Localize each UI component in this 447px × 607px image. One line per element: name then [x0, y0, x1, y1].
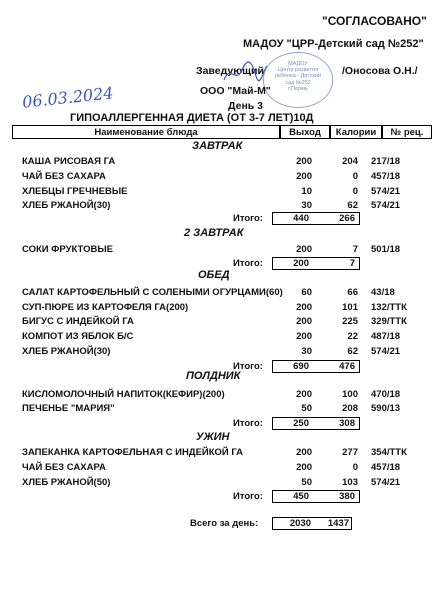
- dish-recipe: 487/18: [371, 331, 401, 342]
- dish-calories: 277: [342, 447, 358, 458]
- dish-name: ХЛЕБЦЫ ГРЕЧНЕВЫЕ: [22, 186, 128, 197]
- dish-recipe: 132/ТТК: [371, 302, 407, 313]
- dish-output: 30: [301, 200, 312, 211]
- dish-calories: 101: [342, 302, 358, 313]
- meal-total-label: Итого:: [233, 213, 263, 224]
- meal-title: ОБЕД: [198, 269, 230, 281]
- stamp-line: г.Пермь: [288, 85, 308, 92]
- dish-calories: 103: [342, 477, 358, 488]
- dish-output: 30: [301, 346, 312, 357]
- column-header-name: Наименование блюда: [12, 125, 280, 139]
- meal-title: 2 ЗАВТРАК: [184, 227, 244, 239]
- meal-total-box: [272, 212, 360, 225]
- stamp-line: Центр развития: [277, 67, 319, 74]
- dish-recipe: 457/18: [371, 171, 401, 182]
- dish-output: 200: [296, 316, 312, 327]
- grand-total-calories: 1437: [327, 518, 349, 529]
- meal-total-calories: 308: [339, 418, 355, 429]
- dish-recipe: 501/18: [371, 244, 401, 255]
- meal-total-calories: 7: [349, 258, 355, 269]
- head-role-label: Заведующий: [196, 65, 264, 77]
- dish-name: ХЛЕБ РЖАНОЙ(50): [22, 477, 111, 488]
- dish-recipe: 329/ТТК: [371, 316, 407, 327]
- dish-recipe: 574/21: [371, 346, 401, 357]
- signature-icon: [222, 58, 268, 88]
- dish-output: 200: [296, 462, 312, 473]
- organization-name: МАДОУ "ЦРР-Детский сад №252": [243, 38, 424, 50]
- dish-output: 200: [296, 171, 312, 182]
- dish-calories: 22: [347, 331, 358, 342]
- meal-total-label: Итого:: [233, 418, 263, 429]
- dish-name: СОКИ ФРУКТОВЫЕ: [22, 244, 113, 255]
- dish-calories: 7: [352, 244, 358, 255]
- dish-calories: 204: [342, 156, 358, 167]
- meal-total-label: Итого:: [233, 361, 263, 372]
- dish-output: 50: [301, 403, 312, 414]
- dish-calories: 208: [342, 403, 358, 414]
- grand-total-output: 2030: [289, 518, 311, 529]
- meal-total-label: Итого:: [233, 258, 263, 269]
- dish-calories: 0: [352, 186, 358, 197]
- company-name: ООО "Май-М": [200, 85, 271, 97]
- meal-total-output: 250: [293, 418, 309, 429]
- stamp-line: ребенка - Детский: [274, 73, 322, 80]
- head-name: /Оносова О.Н./: [342, 65, 418, 77]
- meal-title: ЗАВТРАК: [192, 140, 243, 152]
- dish-calories: 0: [352, 462, 358, 473]
- dish-name: КИСЛОМОЛОЧНЫЙ НАПИТОК(КЕФИР)(200): [22, 389, 225, 400]
- dish-name: ЧАЙ БЕЗ САХАРА: [22, 171, 106, 182]
- dish-name: ЗАПЕКАНКА КАРТОФЕЛЬНАЯ С ИНДЕЙКОЙ ГА: [22, 447, 244, 458]
- dish-calories: 100: [342, 389, 358, 400]
- meal-total-calories: 266: [339, 213, 355, 224]
- meal-total-box: [272, 360, 360, 373]
- dish-output: 200: [296, 389, 312, 400]
- dish-name: БИГУС С ИНДЕЙКОЙ ГА: [22, 316, 134, 327]
- dish-calories: 66: [347, 287, 358, 298]
- dish-output: 200: [296, 447, 312, 458]
- column-header-row: [12, 125, 432, 141]
- dish-recipe: 590/13: [371, 403, 401, 414]
- dish-calories: 0: [352, 171, 358, 182]
- dish-output: 50: [301, 477, 312, 488]
- meal-total-box: [272, 417, 360, 430]
- dish-name: ПЕЧЕНЬЕ "МАРИЯ": [22, 403, 115, 414]
- dish-calories: 62: [347, 346, 358, 357]
- dish-recipe: 470/18: [371, 389, 401, 400]
- approval-title: "СОГЛАСОВАНО": [322, 14, 427, 28]
- dish-recipe: 574/21: [371, 477, 401, 488]
- meal-total-output: 690: [293, 361, 309, 372]
- dish-calories: 225: [342, 316, 358, 327]
- meal-total-output: 440: [293, 213, 309, 224]
- dish-recipe: 574/21: [371, 200, 401, 211]
- official-stamp: [263, 52, 333, 108]
- meal-total-output: 450: [293, 491, 309, 502]
- stamp-line: сад №252: [285, 79, 311, 86]
- dish-name: КОМПОТ ИЗ ЯБЛОК Б/С: [22, 331, 134, 342]
- dish-output: 10: [301, 186, 312, 197]
- meal-total-box: [272, 257, 360, 270]
- dish-output: 200: [296, 302, 312, 313]
- dish-output: 200: [296, 244, 312, 255]
- dish-recipe: 43/18: [371, 287, 395, 298]
- dish-name: ЧАЙ БЕЗ САХАРА: [22, 462, 106, 473]
- dish-name: ХЛЕБ РЖАНОЙ(30): [22, 346, 111, 357]
- stamp-line: МАДОУ: [288, 61, 308, 67]
- dish-output: 200: [296, 331, 312, 342]
- dish-calories: 62: [347, 200, 358, 211]
- meal-total-calories: 476: [339, 361, 355, 372]
- dish-name: КАША РИСОВАЯ ГА: [22, 156, 116, 167]
- diet-title: ГИПОАЛЛЕРГЕННАЯ ДИЕТА (ОТ 3-7 ЛЕТ)10Д: [70, 112, 314, 124]
- dish-name: ХЛЕБ РЖАНОЙ(30): [22, 200, 111, 211]
- dish-recipe: 574/21: [371, 186, 401, 197]
- dish-name: САЛАТ КАРТОФЕЛЬНЫЙ С СОЛЕНЫМИ ОГУРЦАМИ(60): [22, 287, 283, 298]
- handwritten-date: 06.03.2024: [21, 83, 115, 112]
- dish-recipe: 217/18: [371, 156, 401, 167]
- dish-name: СУП-ПЮРЕ ИЗ КАРТОФЕЛЯ ГА(200): [22, 302, 189, 313]
- dish-output: 200: [296, 156, 312, 167]
- column-header-calories: Калории: [330, 125, 382, 139]
- dish-output: 60: [301, 287, 312, 298]
- day-label: День 3: [228, 100, 264, 112]
- grand-total-label: Всего за день:: [190, 518, 259, 529]
- meal-total-output: 200: [293, 258, 309, 269]
- column-header-recipe: № рец.: [382, 125, 432, 139]
- dish-recipe: 457/18: [371, 462, 401, 473]
- meal-total-calories: 380: [339, 491, 355, 502]
- grand-total-box: [272, 517, 352, 530]
- meal-total-box: [272, 490, 360, 503]
- column-header-output: Выход: [280, 125, 330, 139]
- meal-total-label: Итого:: [233, 491, 263, 502]
- meal-title: УЖИН: [196, 431, 230, 443]
- meal-title: ПОЛДНИК: [186, 370, 241, 382]
- dish-recipe: 354/ТТК: [371, 447, 407, 458]
